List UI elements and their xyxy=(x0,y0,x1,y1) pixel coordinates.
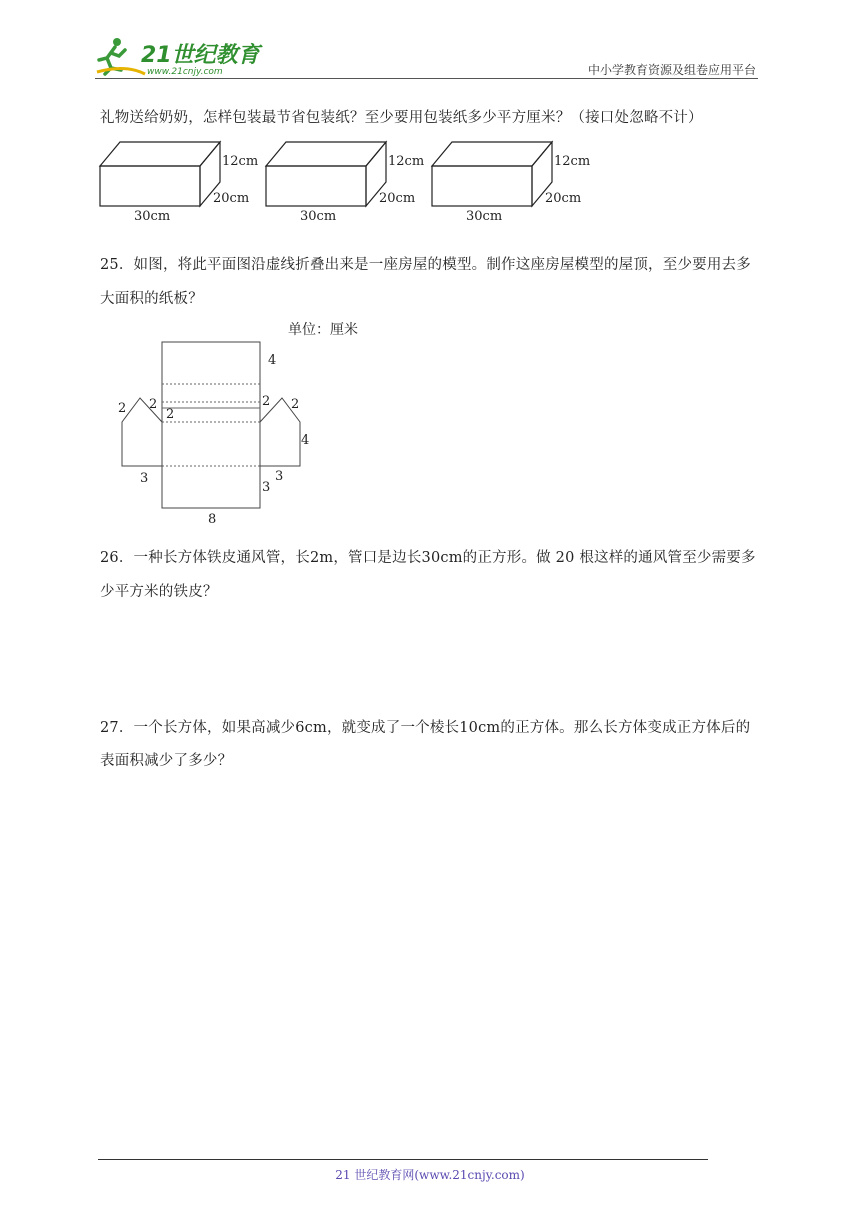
label-right-4: 4 xyxy=(301,433,310,448)
box-width-label: 20cm xyxy=(379,191,416,206)
box-length-label: 30cm xyxy=(466,209,503,224)
runner-icon xyxy=(97,38,145,74)
footer-text: 21 世纪教育网(www.21cnjy.com) xyxy=(335,1168,525,1182)
site-logo xyxy=(95,34,265,78)
q27-text-line1: 27．一个长方体，如果高减少6cm，就变成了一个棱长10cm的正方体。那么长方体变成正方体后的 xyxy=(100,720,751,736)
label-bottom-8: 8 xyxy=(208,512,217,527)
logo-text: 21世纪教育 xyxy=(141,43,260,68)
logo-url: www.21cnjy.com xyxy=(147,67,223,77)
footer-divider xyxy=(98,1159,708,1160)
box-width-label: 20cm xyxy=(545,191,582,206)
box-height-label: 12cm xyxy=(388,154,425,169)
label-left-2b: 2 xyxy=(149,397,158,412)
q25-text-line1: 25．如图，将此平面图沿虚线折叠出来是一座房屋的模型。制作这座房屋模型的屋顶，至少要用去多 xyxy=(100,257,751,273)
header-divider xyxy=(95,78,758,79)
box-width-label: 20cm xyxy=(213,191,250,206)
label-right-2a: 2 xyxy=(262,394,271,409)
box-height-label: 12cm xyxy=(554,154,591,169)
label-left-2a: 2 xyxy=(118,401,127,416)
q25-text-line2: 大面积的纸板？ xyxy=(100,291,203,307)
q26-text-line1: 26．一种长方体铁皮通风管，长2m，管口是边长30cm的正方形。做 20 根这样的通风管至少需要多 xyxy=(100,550,756,566)
label-right-3b: 3 xyxy=(275,469,284,484)
q24-text-line1: 礼物送给奶奶，怎样包装最节省包装纸？至少要用包装纸多少平方厘米？（接口处忽略不计） xyxy=(100,110,703,126)
header-platform-text: 中小学教育资源及组卷应用平台 xyxy=(587,63,756,77)
label-center-2: 2 xyxy=(166,407,175,422)
q24-box-figure-3 xyxy=(430,138,605,228)
q26-text-line2: 少平方米的铁皮？ xyxy=(100,584,218,600)
box-height-label: 12cm xyxy=(222,154,259,169)
q27-text-line2: 表面积减少了多少？ xyxy=(100,753,233,769)
q24-box-figure-2 xyxy=(264,138,439,228)
label-left-3: 3 xyxy=(140,471,149,486)
box-length-label: 30cm xyxy=(300,209,337,224)
q25-house-net-figure xyxy=(110,316,380,528)
label-right-2b: 2 xyxy=(291,397,300,412)
q24-box-figure-1 xyxy=(98,138,273,228)
label-top-4: 4 xyxy=(268,353,277,368)
box-length-label: 30cm xyxy=(134,209,171,224)
label-right-3a: 3 xyxy=(262,480,271,495)
unit-label: 单位：厘米 xyxy=(288,322,358,338)
